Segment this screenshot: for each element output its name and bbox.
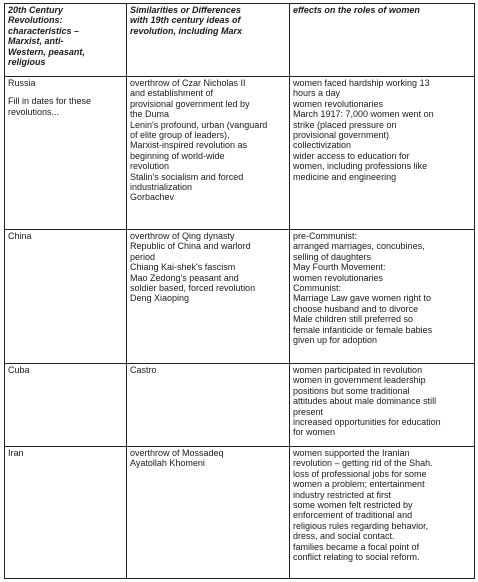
text-line: attitudes about male dominance still [293,396,437,407]
text-line: May Fourth Movement: [293,262,386,273]
effects-cell [290,230,475,364]
text-line: female infanticide or female babies [293,324,433,335]
text-line: strike (placed pressure on [293,119,397,130]
header-cell [290,4,475,77]
text-line: Deng Xiaoping [130,293,190,304]
text-line: soldier based, forced revolution [130,283,256,294]
text-line: wider access to education for [293,150,410,161]
effects-cell [290,77,475,230]
country-note [8,96,123,117]
text-line: overthrow of Czar Nicholas II [130,78,246,88]
effects-cell [290,364,475,447]
text-line: given up for adoption [293,335,378,346]
similarities-cell [127,447,290,579]
text-line: Marxist, anti- [8,36,64,47]
table-row [5,447,475,579]
text-line: women participated in revolution [293,365,423,375]
text-line: Western, peasant, [8,46,85,57]
table-row [5,77,475,230]
text-line: Lenin's profound, urban (vanguard [130,119,268,130]
text-line: women, including professions like [293,161,428,172]
text-line: industrialization [130,182,193,193]
text-line: Mao Zedong's peasant and [130,272,239,283]
text-line: religious rules regarding behavior, [293,520,429,531]
header-row [5,4,475,77]
text-line: women in government leadership [293,375,426,386]
similarities-cell [127,364,290,447]
text-line: women faced hardship working 13 [293,78,430,88]
similarities-cell [127,77,290,230]
text-line: Marriage Law gave women right to [293,293,432,304]
text-line: beginning of world-wide [130,150,225,161]
text-line: Marxist-inspired revolution as [130,140,248,151]
text-line: of elite group of leaders), [130,130,230,141]
text-line: 20th Century [8,5,64,15]
similarities-cell [127,230,290,364]
text-line: provisional government) [293,130,390,141]
text-line: increased opportunities for education [293,417,441,428]
text-line: Chiang Kai-shek's fascism [130,262,236,273]
text-line: with 19th century ideas of [130,15,241,26]
text-line: revolution, including Marx [130,25,243,36]
country-cell [5,230,127,364]
text-line: families became a focal point of [293,541,420,552]
text-line: overthrow of Qing dynasty [130,231,235,241]
header-cell [127,4,290,77]
country-cell [5,447,127,579]
text-line: women revolutionaries [293,272,384,283]
text-line: some women felt restricted by [293,500,413,511]
text-line: Republic of China and warlord [130,241,251,252]
text-line: revolutions... [8,106,60,117]
text-line: Ayatollah Khomeni [130,458,205,469]
text-line: Communist: [293,283,342,294]
text-line: conflict relating to social reform. [293,552,420,563]
table-row [5,230,475,364]
text-line: revolution – getting rid of the Shah. [293,458,433,469]
effects-cell [290,447,475,579]
text-line: revolution [130,161,170,172]
revolutions-table [4,3,475,579]
text-line: dress, and social contact. [293,531,395,542]
text-line: selling of daughters [293,251,372,262]
text-line: hours a day [293,88,341,99]
country-cell [5,77,127,230]
text-line: provisional government led by [130,98,250,109]
text-line: for women [293,427,336,438]
header-cell [5,4,127,77]
text-line: overthrow of Mossadeq [130,448,224,458]
text-line: collectivization [293,140,352,151]
text-line: loss of professional jobs for some [293,468,427,479]
text-line: effects on the roles of women [293,5,420,15]
text-line: Male children still preferred so [293,314,414,325]
text-line: characteristics – [8,25,80,36]
text-line: positions but some traditional [293,385,410,396]
text-line: religious [8,57,46,68]
text-line: Stalin's socialism and forced [130,171,244,182]
text-line: pre-Communist: [293,231,358,241]
country-name: Iran [8,448,24,458]
text-line: arranged marriages, concubines, [293,241,425,252]
text-line: women revolutionaries [293,98,384,109]
country-cell [5,364,127,447]
text-line: choose husband and to divorce [293,303,419,314]
text-line: women supported the Iranian [293,448,410,458]
country-name: Cuba [8,365,30,375]
table-row [5,364,475,447]
text-line: the Duma [130,109,170,120]
text-line: and establishment of [130,88,214,99]
text-line: Castro [130,365,157,375]
country-name: China [8,231,32,241]
text-line: industry restricted at first [293,489,392,500]
country-name: Russia [8,78,36,88]
text-line: women a problem; entertainment [293,479,425,490]
text-line: enforcement of traditional and [293,510,413,521]
text-line: Fill in dates for these [8,96,92,107]
text-line: Gorbachev [130,192,175,203]
text-line: period [130,251,156,262]
text-line: Revolutions: [8,15,63,26]
text-line: medicine and engineering [293,171,397,182]
text-line: Similarities or Differences [130,5,241,15]
text-line: present [293,406,324,417]
text-line: March 1917: 7,000 women went on [293,109,434,120]
